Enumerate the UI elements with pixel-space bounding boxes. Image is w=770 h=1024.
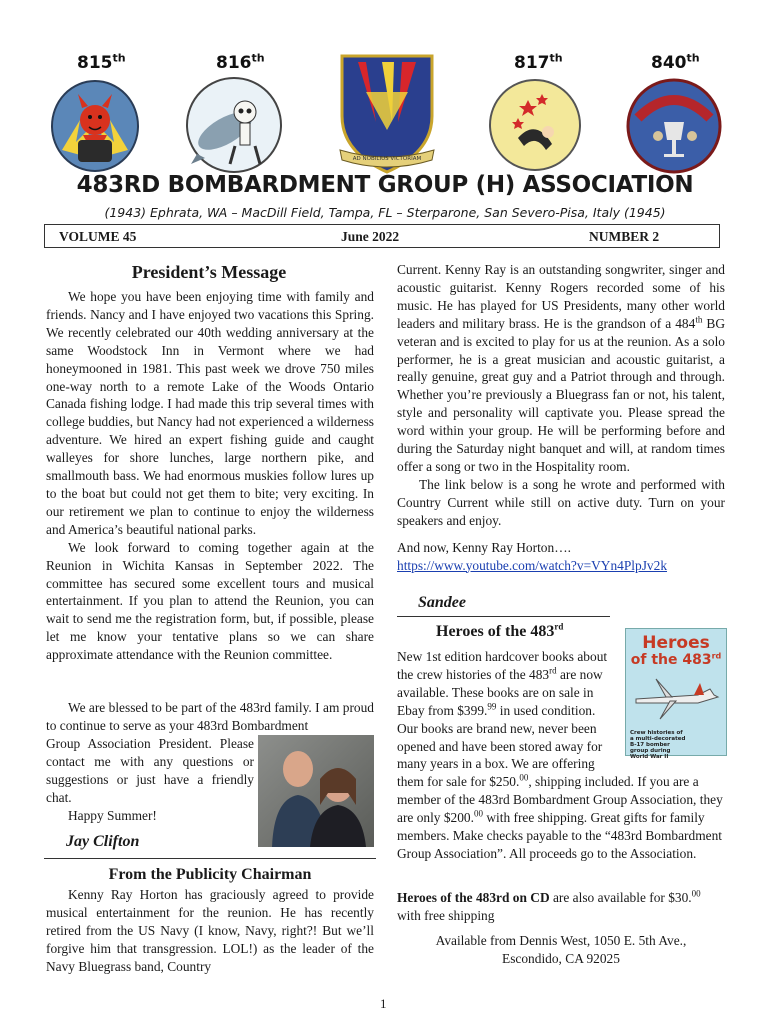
president-paragraph-2: We look forward to coming together again at the Reunion in Wichita Kansas in September 2022. The committee has secured some excellent tours and musical entertainment. If you plan to attend the Reunion, you can wait to send me the registration form, but, if possible, please let me know your tentative plans so we can share approximate attendance with the Reunion committee.	[46, 539, 374, 663]
president-paragraph-1: We hope you have been enjoying time with family and friends. Nancy and I have enjoyed two vacations this Spring. We recently celebrated our 40th wedding anniversary at the same Woodstock Inn in Vermont where we had honeymooned in 1981. This past week we drove 750 miles one-way north to a remote Lake of the Woods Ontario Canada fishing lodge. I had made this trip several times with college buddies, but Nancy had not experienced a wilderness adventure. We hired an expert fishing guide and caught walleyes for shore lunches, large northern pike, and smallmouth bass. We had enormous muskies follow lures up to the boat but could not get them to bite; very exciting. In our retirement we plan to continue to enjoy the wilderness and America’s beautiful national parks.	[46, 289, 374, 537]
association-subtitle: (1943) Ephrata, WA – MacDill Field, Tampa, FL – Sterparone, San Severo-Pisa, Italy (1945)	[104, 205, 666, 220]
book-cover-spacer	[619, 648, 725, 756]
president-paragraph-3-top: We are blessed to be part of the 483rd family. I am proud to continue to serve as your 483rd Bombardment	[46, 700, 374, 733]
volume-label: VOLUME 45	[59, 229, 137, 244]
availability-address: Available from Dennis West, 1050 E. 5th Ave., Escondido, CA 92025	[435, 933, 687, 966]
squadron-840-patch	[626, 78, 722, 174]
squadron-label-815: 815th	[77, 51, 126, 73]
heroes-body-top: New 1st edition hardcover books about the crew histories of the 483rd are now available. These books are on sale in Ebay from $399.99 in used condition. Our books are brand new, never been opened and have been stored away for many years in a box. We are offering them for sale for $250.00, shipping included. If you are a member of the 483rd Bombardment Group Association, they are only $200.00 with free shipping. Great gifts for family members. Make checks payable to the “483rd Bombardment Group Association”. All proceeds go to the Association.	[397, 648, 725, 863]
heroes-heading: Heroes of the 483rd	[436, 621, 564, 640]
association-title: 483RD BOMBARDMENT GROUP (H) ASSOCIATION	[76, 172, 694, 198]
publicity-paragraph-1: Kenny Ray Horton has graciously agreed to provide musical entertainment for the reunion. He has recently retired from the US Navy (I know, Navy, right?! But we’ll forgive him that transgression. LOL!) as the leader of the Navy Bluegrass band, Country	[46, 887, 374, 974]
squadron-label-840: 840th	[651, 51, 700, 73]
squadron-815-patch	[50, 80, 140, 172]
presidents-message-heading: President’s Message	[131, 262, 287, 282]
squadron-label-817: 817th	[514, 51, 563, 73]
youtube-link[interactable]: https://www.youtube.com/watch?v=VYn4PlpJv2k	[397, 557, 668, 573]
squadron-817-patch	[488, 78, 583, 173]
group-crest-emblem	[336, 52, 438, 176]
president-paragraph-3-rest: Group Association President. Please contact me with any questions or suggestions or just have a friendly chat. Happy Summer!	[46, 736, 254, 823]
publicity-paragraph-2: The link below is a song he wrote and performed with Country Current while still on active duty. Turn on your speakers and enjoy.	[397, 476, 725, 528]
section-divider-right	[397, 616, 610, 617]
publicity-heading: From the Publicity Chairman	[108, 866, 312, 883]
svg-text:AD NOBILIUS VICTORIAM: AD NOBILIUS VICTORIAM	[352, 156, 422, 162]
book-cover-caption: Crew histories of a multi-decorated B-17 bomber group during World War II	[630, 730, 686, 760]
president-couple-photo	[258, 735, 374, 847]
publicity-signature: Sandee	[418, 594, 466, 611]
president-signature: Jay Clifton	[66, 833, 140, 850]
publicity-body	[46, 886, 374, 976]
page-number: 1	[380, 996, 387, 1011]
issue-date: June 2022	[341, 229, 400, 244]
presidents-message-body	[46, 288, 374, 664]
president-closing: Happy Summer!	[68, 807, 157, 823]
section-divider	[44, 858, 376, 859]
book-cover-title: Heroes of the 483rd	[630, 633, 722, 668]
publicity-body-continued: Current. Kenny Ray is an outstanding songwriter, singer and acoustic guitarist. Kenny Rogers recorded some of his music. He has played for US Presidents, many other world leaders and military brass. He is the grandson of a 484th BG veteran and is excited to play for us at the reunion. As a solo performer, he is a great musician and acoustic guitarist, a really genuine, great guy and a Patriot through and through. Whether you’re previously a Bluegrass fan or not, his talent, style and personality will captivate you. Please spread the word within your group. He will be performing before and during the Saturday night banquet and will, at random times offer a song or two in the Hospitality room. The link below is a song he wrote and performed with Country Current while still on active duty. Turn on your speakers and enjoy. And now, Kenny Ray Horton…. https://www.youtube.com/watch?v=VYn4PlpJv2k	[397, 262, 726, 573]
squadron-816-patch	[185, 76, 283, 174]
issue-number: NUMBER 2	[589, 229, 660, 244]
volume-bar	[44, 224, 720, 248]
heroes-cd-offer: Heroes of the 483rd on CD are also available for $30.00 with free shipping	[397, 888, 701, 923]
publicity-paragraph-3: And now, Kenny Ray Horton….	[397, 539, 571, 555]
squadron-label-816: 816th	[216, 51, 265, 73]
